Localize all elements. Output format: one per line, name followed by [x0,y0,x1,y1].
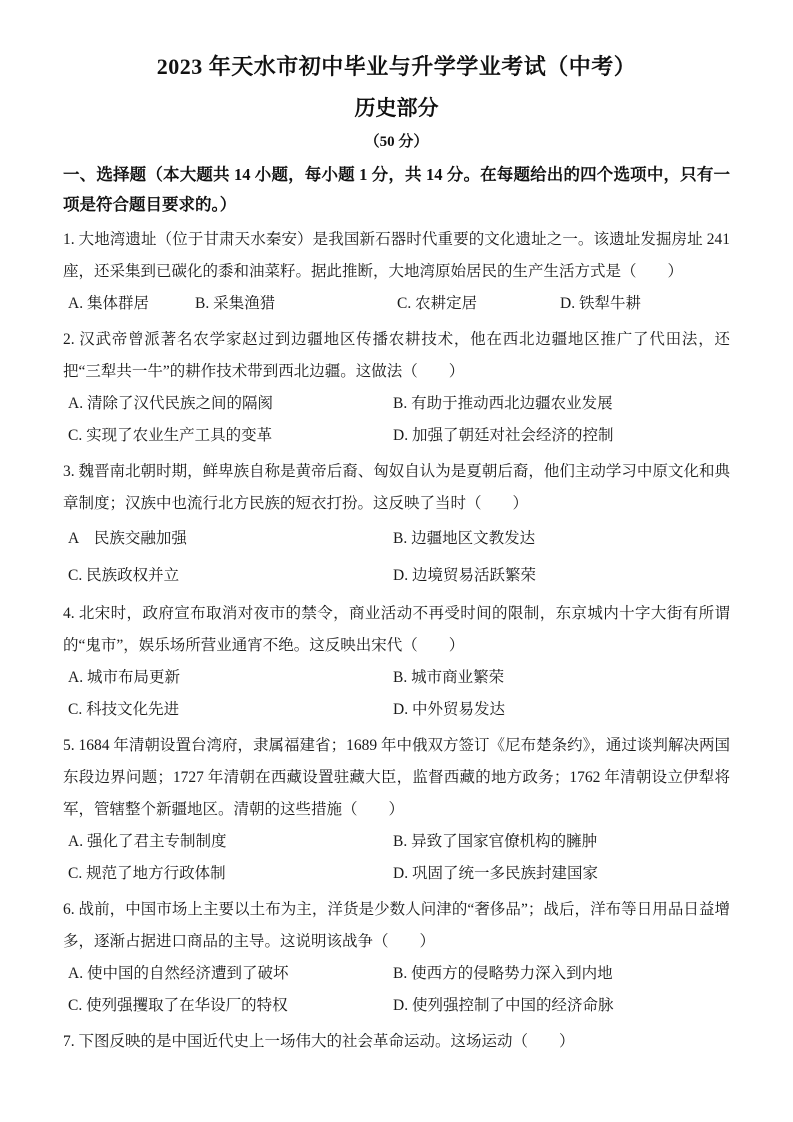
question-6 [63,894,730,1022]
option-b: B. 边疆地区文教发达 [393,530,536,547]
question-3-options [63,520,730,594]
question-3-stem: 3. 魏晋南北朝时期，鲜卑族自称是黄帝后裔、匈奴自认为是夏朝后裔，他们主动学习中原文化和典章制度；汉族中也流行北方民族的短衣打扮。这反映了当时（ ） [63,463,730,512]
option-c: C. 农耕定居 [397,295,478,312]
exam-subtitle: 历史部分 [354,96,439,120]
option-b: B. 使西方的侵略势力深入到内地 [393,965,613,982]
option-a: A. 使中国的自然经济遭到了破坏 [68,965,289,982]
option-d: D. 中外贸易发达 [393,701,505,718]
exam-title: 2023 年天水市初中毕业与升学学业考试（中考） [156,54,637,79]
option-b: B. 有助于推动西北边疆农业发展 [393,395,613,412]
option-c: C. 科技文化先进 [68,701,180,718]
question-2-options [63,388,730,452]
option-a: A. 强化了君主专制制度 [68,833,227,850]
section-intro: 一、选择题（本大题共 14 小题，每小题 1 分，共 14 分。在每题给出的四个选项中，只有一项是符合题目要求的。） [63,165,730,214]
option-d: D. 边境贸易活跃繁荣 [393,567,536,584]
question-2-stem: 2. 汉武帝曾派著名农学家赵过到边疆地区传播农耕技术，他在西北边疆地区推广了代田法，还把“三犁共一牛”的耕作技术带到西北边疆。这做法（ ） [63,331,730,380]
option-b: B. 城市商业繁荣 [393,669,505,686]
question-6-stem: 6. 战前，中国市场上主要以土布为主，洋货是少数人问津的“奢侈品”；战后，洋布等日用品日益增多，逐渐占据进口商品的主导。这说明该战争（ ） [63,901,730,950]
question-4-options [63,662,730,726]
option-c: C. 实现了农业生产工具的变革 [68,427,273,444]
question-1 [63,224,730,320]
option-a: A 民族交融加强 [68,530,187,547]
question-4-stem: 4. 北宋时，政府宣布取消对夜市的禁令，商业活动不再受时间的限制，东京城内十字大街有所谓的“鬼市”，娱乐场所营业通宵不绝。这反映出宋代（ ） [63,605,730,654]
option-a: A. 集体群居 [68,295,149,312]
question-5-stem: 5. 1684 年清朝设置台湾府，隶属福建省；1689 年中俄双方签订《尼布楚条约》，通过谈判解决两国东段边界问题；1727 年清朝在西藏设置驻藏大臣，监督西藏的地方政务；1762 年清朝设立伊犁将军，管辖整个新疆地区。清朝的这些措施（ ） [63,737,730,818]
option-b: B. 异致了国家官僚机构的臃肿 [393,833,598,850]
question-7 [63,1026,730,1058]
option-d: D. 巩固了统一多民族封建国家 [393,865,598,882]
question-4 [63,598,730,726]
question-1-stem: 1. 大地湾遗址（位于甘肃天水秦安）是我国新石器时代重要的文化遗址之一。该遗址发掘房址 241 座，还采集到已碳化的黍和油菜籽。据此推断，大地湾原始居民的生产生活方式是（ ） [63,231,730,280]
question-3 [63,456,730,594]
option-a: A. 清除了汉代民族之间的隔阂 [68,395,273,412]
question-6-options [63,958,730,1022]
option-c: C. 民族政权并立 [68,567,180,584]
option-d: D. 铁犁牛耕 [560,295,641,312]
question-7-stem: 7. 下图反映的是中国近代史上一场伟大的社会革命运动。这场运动（ ） [63,1033,575,1050]
question-2 [63,324,730,452]
question-5 [63,730,730,890]
question-1-options [63,288,730,320]
option-d: D. 使列强控制了中国的经济命脉 [393,997,614,1014]
exam-points: （50 分） [364,134,429,150]
option-d: D. 加强了朝廷对社会经济的控制 [393,427,614,444]
option-c: C. 规范了地方行政体制 [68,865,226,882]
option-b: B. 采集渔猎 [195,295,276,312]
option-a: A. 城市布局更新 [68,669,180,686]
question-5-options [63,826,730,890]
option-c: C. 使列强攫取了在华设厂的特权 [68,997,288,1014]
